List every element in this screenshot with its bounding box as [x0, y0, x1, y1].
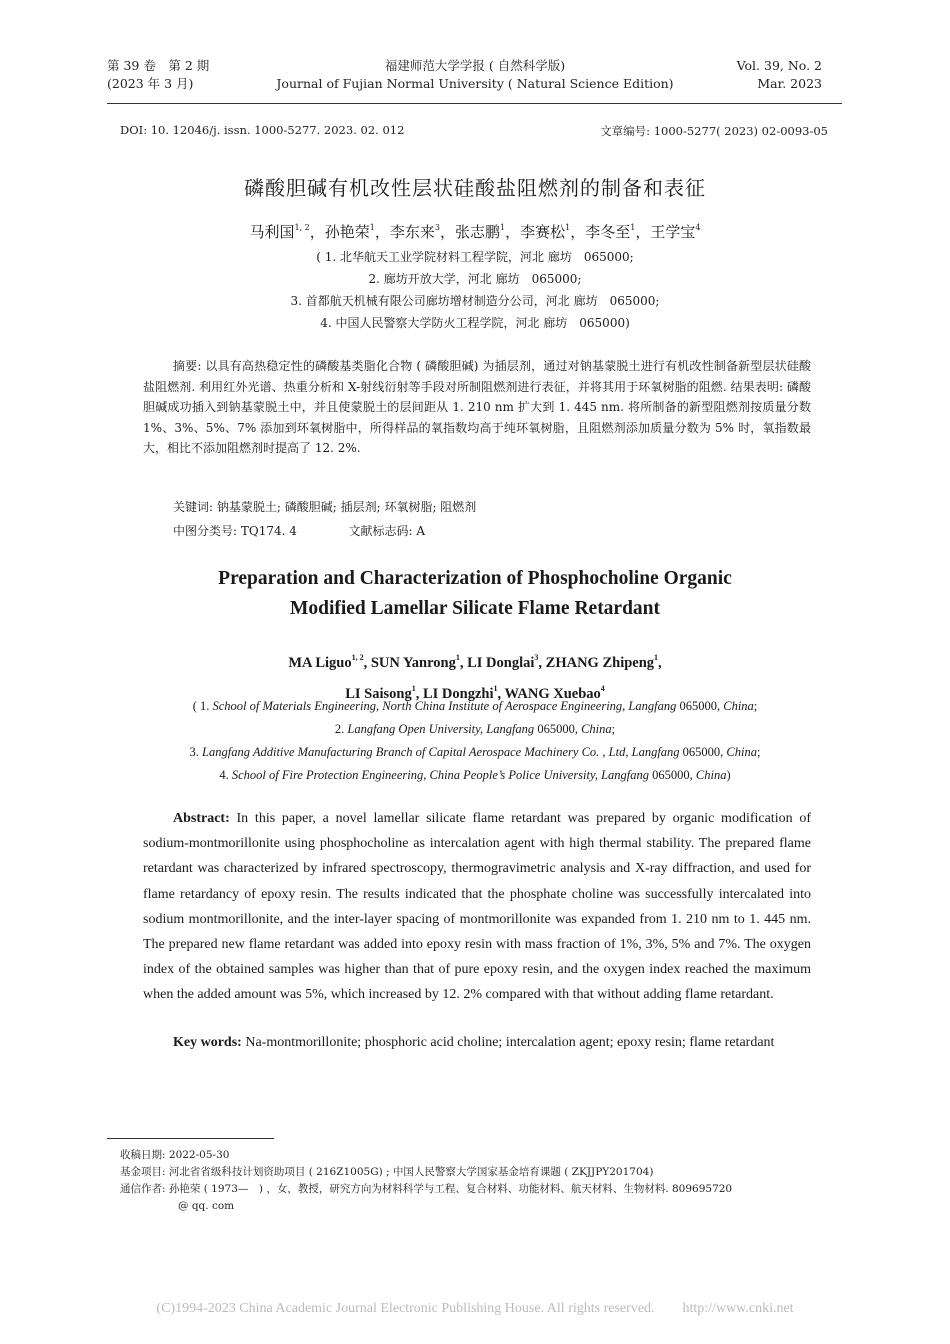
- doc-code-value: A: [416, 524, 426, 538]
- abstract-cn-label: 摘要:: [173, 359, 202, 373]
- author-cn-name: 李冬至: [585, 223, 631, 241]
- running-header-right: [737, 57, 822, 93]
- corr-value: 孙艳荣 ( 1973— ) ，女，教授，研究方向为材料科学与工程、复合材料、功能材料、航天材料、生物材料. 809695720: [168, 1183, 733, 1195]
- abstract-cn: [143, 356, 811, 459]
- article-number: 文章编号: 1000-5277( 2023) 02-0093-05: [600, 124, 828, 138]
- abstract-en-label: Abstract:: [173, 811, 230, 826]
- received-label: 收稿日期:: [120, 1149, 166, 1161]
- abstract-en-text: In this paper, a novel lamellar silicate flame retardant was prepared by organic modification of sodium-montmorillonite using phosphocholine as intercalation agent with high thermal stability. The prepared flame retardant was characterized by infrared spectroscopy, thermogravimetric analysis and X-ray diffraction, and used for flame retardancy of epoxy resin. The results indicated that the phosphate choline was successfully intercalated into sodium montmorillonite, and the inter-layer spacing of montmorillonite was expanded from 1. 210 nm to 1. 445 nm. The prepared new flame retardant was added into epoxy resin with mass fraction of 1%, 3%, 5% and 7%. The oxygen index of the obtained samples was higher than that of pure epoxy resin, and the oxygen index reached the maximum when the added amount was 5%, which increased by 12. 2% compared with that without adding flame retardant.: [143, 811, 811, 1003]
- affiliation-cn-2: 2. 廊坊开放大学，河北 廊坊 065000;: [368, 272, 582, 286]
- affiliation-en-4: 4. School of Fire Protection Engineering, China People’s Police University, Langfang 065000, China): [219, 768, 731, 782]
- issue-date-en: Mar. 2023: [757, 76, 822, 91]
- received-date: [120, 1147, 845, 1164]
- author-cn-name: 王学宝: [650, 223, 696, 241]
- affiliation-en-2: 2. Langfang Open University, Langfang 065000, China;: [334, 722, 616, 736]
- author-cn-affiliation-mark: 1, 2: [294, 223, 310, 232]
- author-separator: ，: [570, 223, 586, 241]
- author-separator: ，: [635, 223, 651, 241]
- paper-title-en: [0, 564, 950, 624]
- volume-issue-en: Vol. 39, No. 2: [736, 58, 822, 73]
- affiliation-cn-1: ( 1. 北华航天工业学院材料工程学院，河北 廊坊 065000;: [316, 250, 634, 264]
- keywords-cn: [143, 497, 811, 518]
- author-separator: ,: [363, 655, 371, 671]
- author-cn-name: 张志鹏: [455, 223, 501, 241]
- keywords-cn-text: 钠基蒙脱土; 磷酸胆碱; 插层剂; 环氧树脂; 阻燃剂: [216, 500, 477, 514]
- issue-date: (2023 年 3 月): [107, 76, 194, 91]
- author-cn-name: 马利国: [249, 223, 295, 241]
- copyright-watermark: (C)1994-2023 China Academic Journal Electronic Publishing House. All rights reserved. http://www.cnki.net: [156, 1301, 794, 1316]
- author-cn-affiliation-mark: 1: [565, 223, 571, 232]
- author-separator: ，: [309, 223, 325, 241]
- author-en-affiliation-mark: 4: [600, 684, 605, 693]
- author-separator: ,: [538, 655, 546, 671]
- affiliation-list-cn: [0, 246, 950, 334]
- affiliation-en-1: ( 1. School of Materials Engineering, North China Institute of Aerospace Engineering, Langfang 065000, China;: [192, 699, 758, 713]
- affiliation-cn-3: 3. 首都航天机械有限公司廊坊增材制造分公司，河北 廊坊 065000;: [290, 294, 660, 308]
- author-en-affiliation-mark: 1: [493, 684, 498, 693]
- author-en-name: LI Saisong: [345, 686, 412, 702]
- author-en-affiliation-mark: 1: [455, 653, 460, 662]
- paper-title-en-line1: Preparation and Characterization of Phosphocholine Organic: [218, 568, 732, 589]
- header-rule: [107, 103, 842, 104]
- footnote-rule: [107, 1138, 274, 1139]
- author-en-name: WANG Xuebao: [504, 686, 601, 702]
- author-en-affiliation-mark: 1, 2: [351, 653, 364, 662]
- author-separator: ，: [505, 223, 521, 241]
- author-en-affiliation-mark: 1: [411, 684, 416, 693]
- keywords-cn-label: 关键词:: [173, 500, 214, 514]
- author-en-affiliation-mark: 1: [654, 653, 659, 662]
- fund-info: [120, 1164, 845, 1181]
- author-cn-name: 李赛松: [520, 223, 566, 241]
- author-list-cn: [0, 221, 950, 242]
- author-cn-affiliation-mark: 1: [630, 223, 636, 232]
- author-en-name: ZHANG Zhipeng: [545, 655, 655, 671]
- author-separator: ，: [440, 223, 456, 241]
- author-en-name: LI Dongzhi: [422, 686, 494, 702]
- corr-email-cont: @ qq. com: [178, 1200, 235, 1212]
- author-cn-name: 李东来: [389, 223, 435, 241]
- corr-label: 通信作者:: [120, 1183, 166, 1195]
- volume-issue: 第 39 卷 第 2 期: [107, 58, 210, 73]
- author-en-name: SUN Yanrong: [370, 655, 456, 671]
- author-en-name: MA Liguo: [288, 655, 352, 671]
- affiliation-list-en: [0, 695, 950, 787]
- doi[interactable]: DOI: 10. 12046/j. issn. 1000-5277. 2023. 02. 012: [120, 123, 405, 137]
- abstract-en: [143, 806, 811, 1008]
- keywords-en-text: Na-montmorillonite; phosphoric acid choline; intercalation agent; epoxy resin; flame retardant: [245, 1035, 775, 1050]
- clc-label: 中图分类号:: [173, 524, 238, 538]
- affiliation-en-3: 3. Langfang Additive Manufacturing Branch of Capital Aerospace Machinery Co. , Ltd, Langfang 065000, China;: [189, 745, 761, 759]
- author-separator: ,: [415, 686, 423, 702]
- keywords-en: [143, 1030, 811, 1055]
- fund-value: 河北省省级科技计划资助项目 ( 216Z1005G) ; 中国人民警察大学国家基金培育课题 ( ZKJJPY201704): [168, 1166, 654, 1178]
- author-list-en-line1: MA Liguo$^{1, 2}$, SUN Yanrong$^1$, LI Donglai$^3$, ZHANG Zhipeng$^1$,: [288, 653, 662, 671]
- author-cn-affiliation-mark: 1: [500, 223, 506, 232]
- author-en-affiliation-mark: 3: [534, 653, 539, 662]
- author-separator: ，: [374, 223, 390, 241]
- author-cn-affiliation-mark: 4: [695, 223, 701, 232]
- author-cn-name: 孙艳荣: [324, 223, 370, 241]
- author-cn-affiliation-mark: 1: [369, 223, 375, 232]
- affiliation-cn-4: 4. 中国人民警察大学防火工程学院，河北 廊坊 065000): [320, 316, 630, 330]
- fund-label: 基金项目:: [120, 1166, 166, 1178]
- doc-code-label: 文献标志码:: [348, 524, 413, 538]
- journal-name-en: Journal of Fujian Normal University ( Natural Science Edition): [276, 76, 674, 91]
- clc-value: TQ174. 4: [240, 524, 297, 538]
- corresponding-author: [120, 1181, 845, 1198]
- author-separator: ,: [497, 686, 505, 702]
- paper-title-en-line2: Modified Lamellar Silicate Flame Retardant: [289, 598, 661, 619]
- paper-title-cn: 磷酸胆碱有机改性层状硅酸盐阻燃剂的制备和表征: [244, 176, 706, 200]
- footnotes: [120, 1147, 845, 1215]
- author-cn-affiliation-mark: 3: [434, 223, 441, 232]
- journal-name-cn: 福建师范大学学报 ( 自然科学版): [384, 58, 566, 73]
- author-en-name: LI Donglai: [467, 655, 535, 671]
- author-separator: ,: [459, 655, 468, 671]
- abstract-cn-text: 以具有高热稳定性的磷酸基类脂化合物 ( 磷酸胆碱) 为插层剂，通过对钠基蒙脱土进行有机改性制备新型层状硅酸盐阻燃剂. 利用红外光谱、热重分析和 X-射线衍射等手段对所制阻燃剂进行表征，并将其用于环氧树脂的阻燃. 结果表明: 磷酸胆碱成功插入到钠基蒙脱土中，并且使蒙脱土的层间距从 1. 210 nm 扩大到 1. 445 nm. 将所制备的新型阻燃剂按质量分数 1%、3%、5%、7% 添加到环氧树脂中，所得样品的氧指数均高于纯环氧树脂，且阻燃剂添加质量分数为 5% 时，氧指数最大，相比不添加阻燃剂时提高了 12. 2%.: [143, 359, 812, 456]
- classification-line: [143, 521, 811, 542]
- keywords-en-label: Key words:: [173, 1035, 242, 1050]
- received-value: 2022-05-30: [168, 1149, 230, 1161]
